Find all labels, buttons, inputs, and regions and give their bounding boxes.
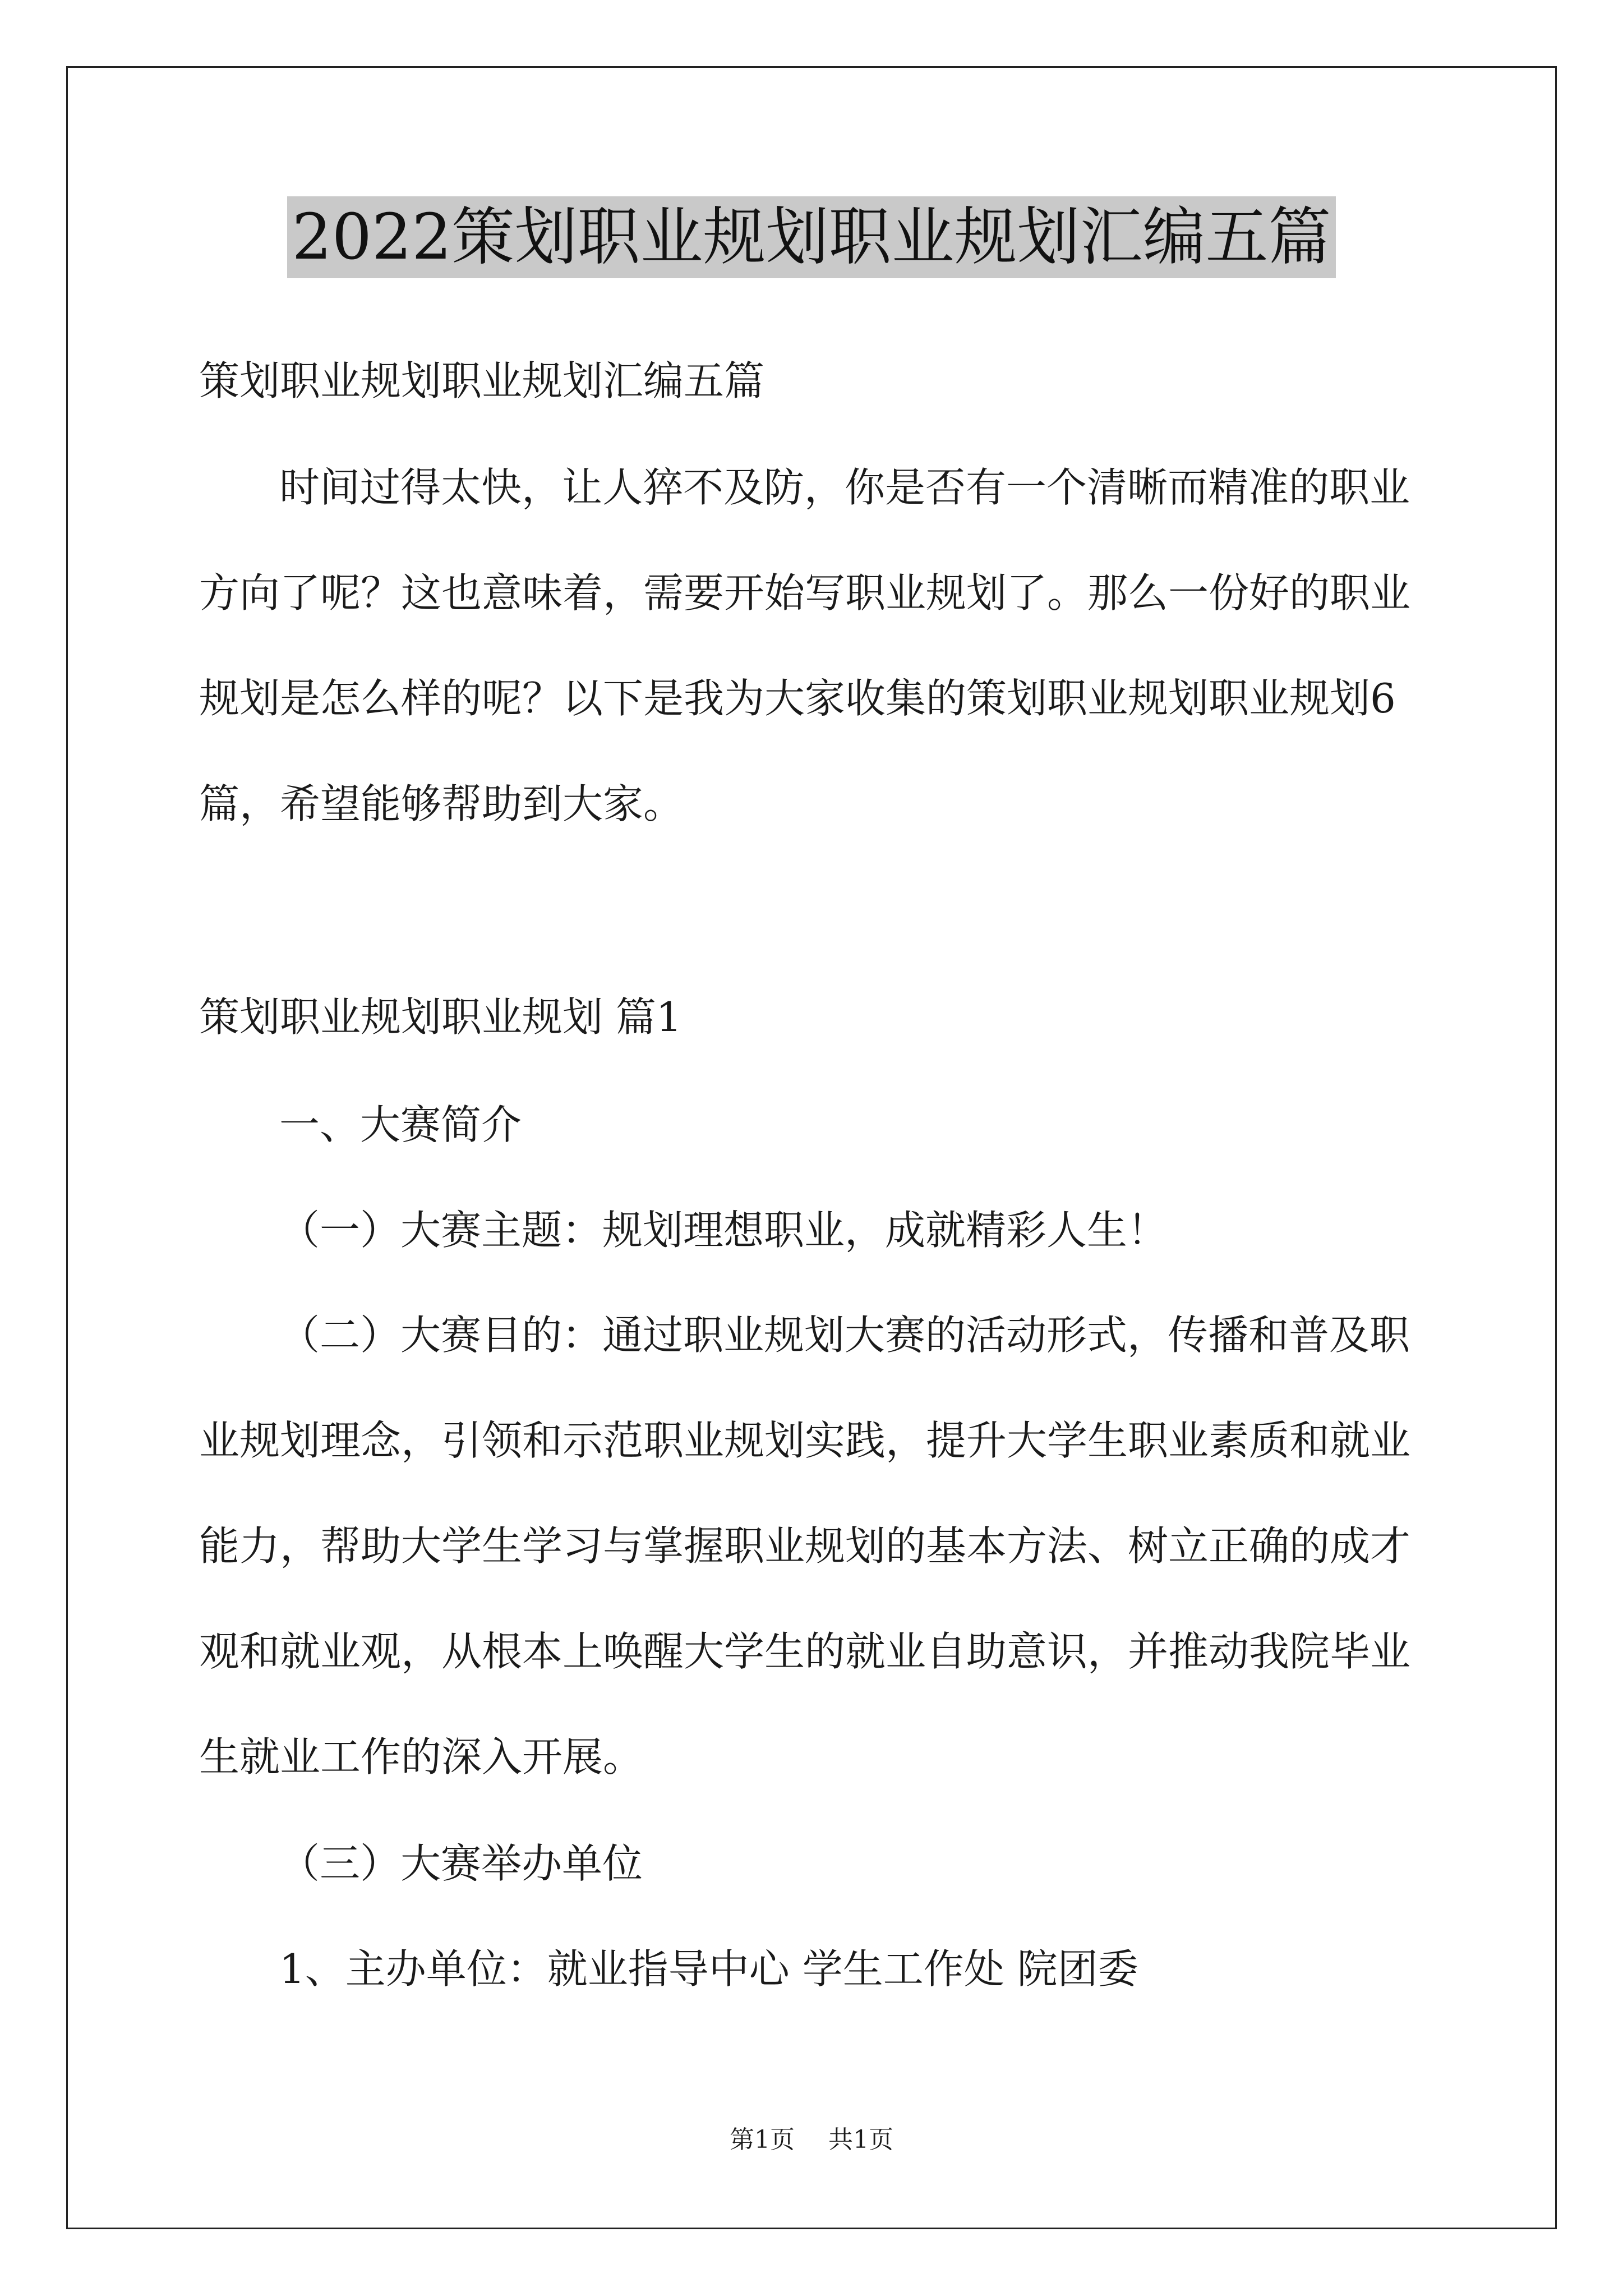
intro-line-1: 时间过得太快，让人猝不及防，你是否有一个清晰而精准的职业 bbox=[279, 464, 1410, 511]
page-footer bbox=[0, 2126, 1623, 2154]
section-heading: 策划职业规划职业规划 篇1 bbox=[199, 993, 682, 1041]
intro-line-2: 方向了呢？这也意味着，需要开始写职业规划了。那么一份好的职业 bbox=[199, 569, 1411, 616]
intro-line-3: 规划是怎么样的呢？以下是我为大家收集的策划职业规划职业规划6 bbox=[199, 675, 1396, 722]
title-container bbox=[0, 196, 1623, 278]
purpose-line-4: 观和就业观，从根本上唤醒大学生的就业自助意识，并推动我院毕业 bbox=[199, 1628, 1411, 1675]
purpose-line-5: 生就业工作的深入开展。 bbox=[199, 1733, 644, 1780]
heading-intro: 一、大赛简介 bbox=[279, 1101, 522, 1148]
organizer-line: 1、主办单位：就业指导中心 学生工作处 院团委 bbox=[279, 1945, 1138, 1993]
subtitle-line: 策划职业规划职业规划汇编五篇 bbox=[199, 357, 765, 404]
purpose-line-2: 业规划理念，引领和示范职业规划实践，提升大学生职业素质和就业 bbox=[199, 1417, 1411, 1464]
item-organizers: （三）大赛举办单位 bbox=[279, 1840, 643, 1887]
item-theme: （一）大赛主题：规划理想职业，成就精彩人生！ bbox=[279, 1207, 1168, 1254]
page-number: 第1页 bbox=[730, 2125, 795, 2154]
purpose-line-1: （二）大赛目的：通过职业规划大赛的活动形式，传播和普及职 bbox=[279, 1312, 1410, 1359]
document-title: 2022策划职业规划职业规划汇编五篇 bbox=[287, 196, 1335, 278]
page-total: 共1页 bbox=[828, 2125, 893, 2154]
intro-line-4: 篇，希望能够帮助到大家。 bbox=[199, 780, 684, 827]
purpose-line-3: 能力，帮助大学生学习与掌握职业规划的基本方法、树立正确的成才 bbox=[199, 1522, 1411, 1570]
